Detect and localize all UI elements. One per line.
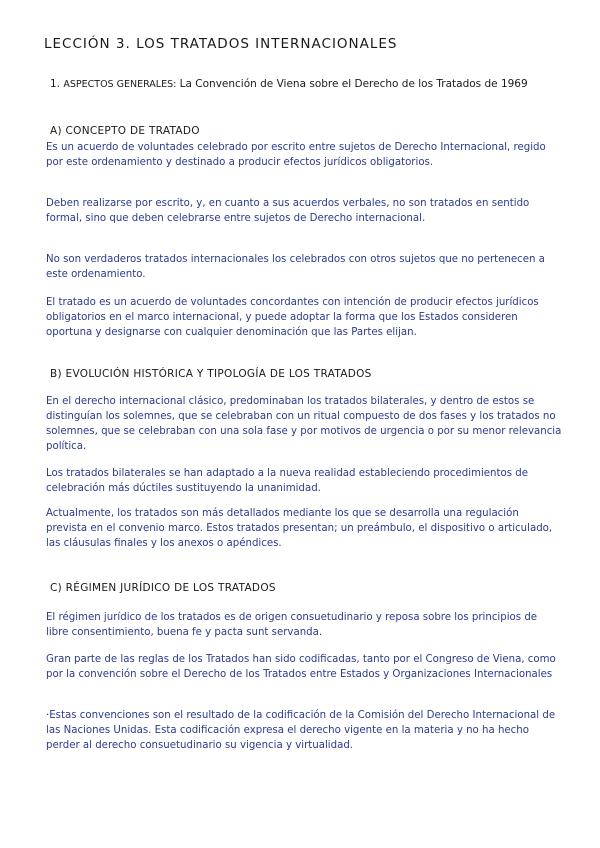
section-a-paragraph: No son verdaderos tratados internacionales los celebrados con otros sujetos que no pertenecen a este ordenamiento. [46, 254, 545, 280]
intro-heading [50, 78, 570, 91]
section-a-paragraph: Deben realizarse por escrito, y, en cuanto a sus acuerdos verbales, no son tratados en sentido formal, sino que deben celebrarse entre sujetos de Derecho internacional. [46, 198, 530, 224]
section-c-paragraph: El régimen jurídico de los tratados es de origen consuetudinario y reposa sobre los principios de libre consentimiento, buena fe y pacta sunt servanda. [46, 612, 538, 638]
intro-label: ASPECTOS GENERALES: [63, 79, 177, 90]
section-b-paragraph: En el derecho internacional clásico, predominaban los tratados bilaterales, y dentro de estos se distinguían los solemnes, que se celebraban con un ritual compuesto de dos fases y los tratados no solemnes, que se celebraban con una sola fase y por motivos de urgencia o por su menor relevancia política. [46, 396, 562, 452]
section-a-heading: A) CONCEPTO DE TRATADO [50, 125, 200, 137]
section-b-paragraph: Los tratados bilaterales se han adaptado a la nueva realidad estableciendo procedimientos de celebración más dúctiles sustituyendo la unanimidad. [46, 468, 529, 494]
section-c-paragraph: Gran parte de las reglas de los Tratados han sido codificadas, tanto por el Congreso de Viena, como por la convención sobre el Derecho de los Tratados entre Estados y Organizaciones Internacionales [46, 654, 556, 680]
section-c-heading: C) RÉGIMEN JURÍDICO DE LOS TRATADOS [50, 582, 276, 594]
section-a-paragraph: El tratado es un acuerdo de voluntades concordantes con intención de producir efectos jurídicos obligatorios en el marco internacional, y puede adoptar la forma que los Estados consideren oportuna y designarse con cualquier denominación que las Partes elijan. [46, 297, 539, 338]
section-a-paragraph: Es un acuerdo de voluntades celebrado por escrito entre sujetos de Derecho Internacional, regido por este ordenamiento y destinado a producir efectos jurídicos obligatorios. [46, 142, 546, 168]
page-title: LECCIÓN 3. LOS TRATADOS INTERNACIONALES [44, 36, 398, 52]
section-b-paragraph: Actualmente, los tratados son más detallados mediante los que se desarrolla una regulación prevista en el convenio marco. Estos tratados presentan; un preámbulo, el dispositivo o articulado, las cláusulas finales y los anexos o apéndices. [46, 508, 553, 549]
intro-number: 1. [50, 78, 61, 90]
intro-text: La Convención de Viena sobre el Derecho de los Tratados de 1969 [179, 78, 528, 90]
section-b-heading: B) EVOLUCIÓN HISTÓRICA Y TIPOLOGÍA DE LOS TRATADOS [50, 368, 372, 380]
section-c-paragraph: ·Estas convenciones son el resultado de la codificación de la Comisión del Derecho Internacional de las Naciones Unidas. Esta codificación expresa el derecho vigente en la materia y no ha hecho perder al derecho consuetudinario su vigencia y virtualidad. [46, 710, 556, 751]
